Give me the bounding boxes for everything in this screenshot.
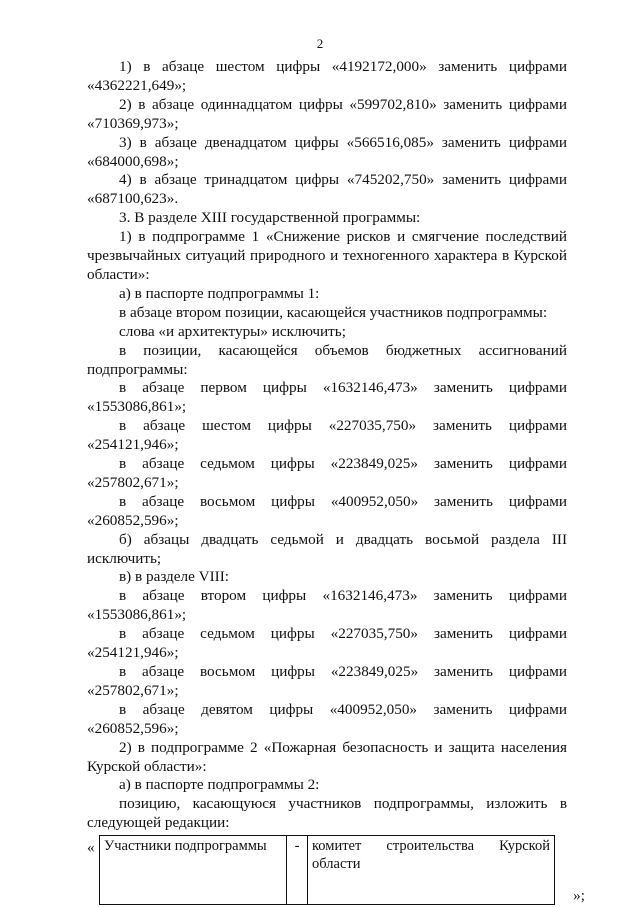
table-cell-label: Участники подпрограммы	[100, 836, 287, 905]
paragraph: в абзаце втором цифры «1632146,473» заменить цифрами «1553086,861»;	[87, 587, 567, 624]
paragraph: в) в разделе VIII:	[119, 568, 229, 586]
paragraph: б) абзацы двадцать седьмой и двадцать восьмой раздела III исключить;	[87, 530, 567, 567]
paragraph: в абзаце первом цифры «1632146,473» заменить цифрами «1553086,861»;	[87, 379, 567, 416]
paragraph: 1) в абзаце шестом цифры «4192172,000» заменить цифрами «4362221,649»;	[87, 58, 567, 94]
page-number: 2	[316, 36, 324, 51]
paragraph: в абзаце шестом цифры «227035,750» заменить цифрами «254121,946»;	[87, 417, 567, 454]
document-body	[87, 58, 585, 907]
table-row	[100, 836, 555, 905]
participants-table	[99, 835, 555, 905]
closing-quote: »;	[573, 887, 585, 905]
paragraph: в позиции, касающейся объемов бюджетных ассигнований подпрограммы:	[87, 341, 567, 378]
paragraph: 2) в абзаце одиннадцатом цифры «599702,810» заменить цифрами «710369,973»;	[87, 95, 567, 132]
participants-table-block	[87, 835, 585, 907]
table-cell-dash: -	[287, 836, 308, 905]
paragraph: слова «и архитектуры» исключить;	[119, 322, 346, 340]
paragraph: в абзаце седьмом цифры «227035,750» заменить цифрами «254121,946»;	[87, 625, 567, 662]
paragraph: 2) в подпрограмме 2 «Пожарная безопасность и защита населения Курской области»:	[87, 738, 567, 775]
paragraph: 1) в подпрограмме 1 «Снижение рисков и смягчение последствий чрезвычайных ситуаций природного и техногенного характера в Курской области»:	[87, 228, 567, 283]
paragraph: в абзаце седьмом цифры «223849,025» заменить цифрами «257802,671»;	[87, 455, 567, 491]
paragraph: 3) в абзаце двенадцатом цифры «566516,085» заменить цифрами «684000,698»;	[87, 133, 567, 170]
paragraph: 4) в абзаце тринадцатом цифры «745202,750» заменить цифрами «687100,623».	[87, 171, 567, 208]
paragraph: а) в паспорте подпрограммы 1:	[119, 284, 320, 302]
paragraph: в абзаце восьмом цифры «400952,050» заменить цифрами «260852,596»;	[87, 492, 567, 529]
paragraph: а) в паспорте подпрограммы 2:	[119, 776, 320, 794]
paragraph: в абзаце девятом цифры «400952,050» заменить цифрами «260852,596»;	[87, 700, 567, 737]
section-heading: 3. В разделе XIII государственной программы:	[119, 209, 421, 227]
paragraph: в абзаце восьмом цифры «223849,025» заменить цифрами «257802,671»;	[87, 663, 567, 699]
paragraph: в абзаце втором позиции, касающейся участников подпрограммы:	[119, 303, 548, 321]
paragraph: позицию, касающуюся участников подпрограммы, изложить в следующей редакции:	[87, 795, 567, 832]
opening-quote: «	[87, 839, 95, 857]
table-cell-value: комитет строительства Курской области	[308, 836, 555, 905]
